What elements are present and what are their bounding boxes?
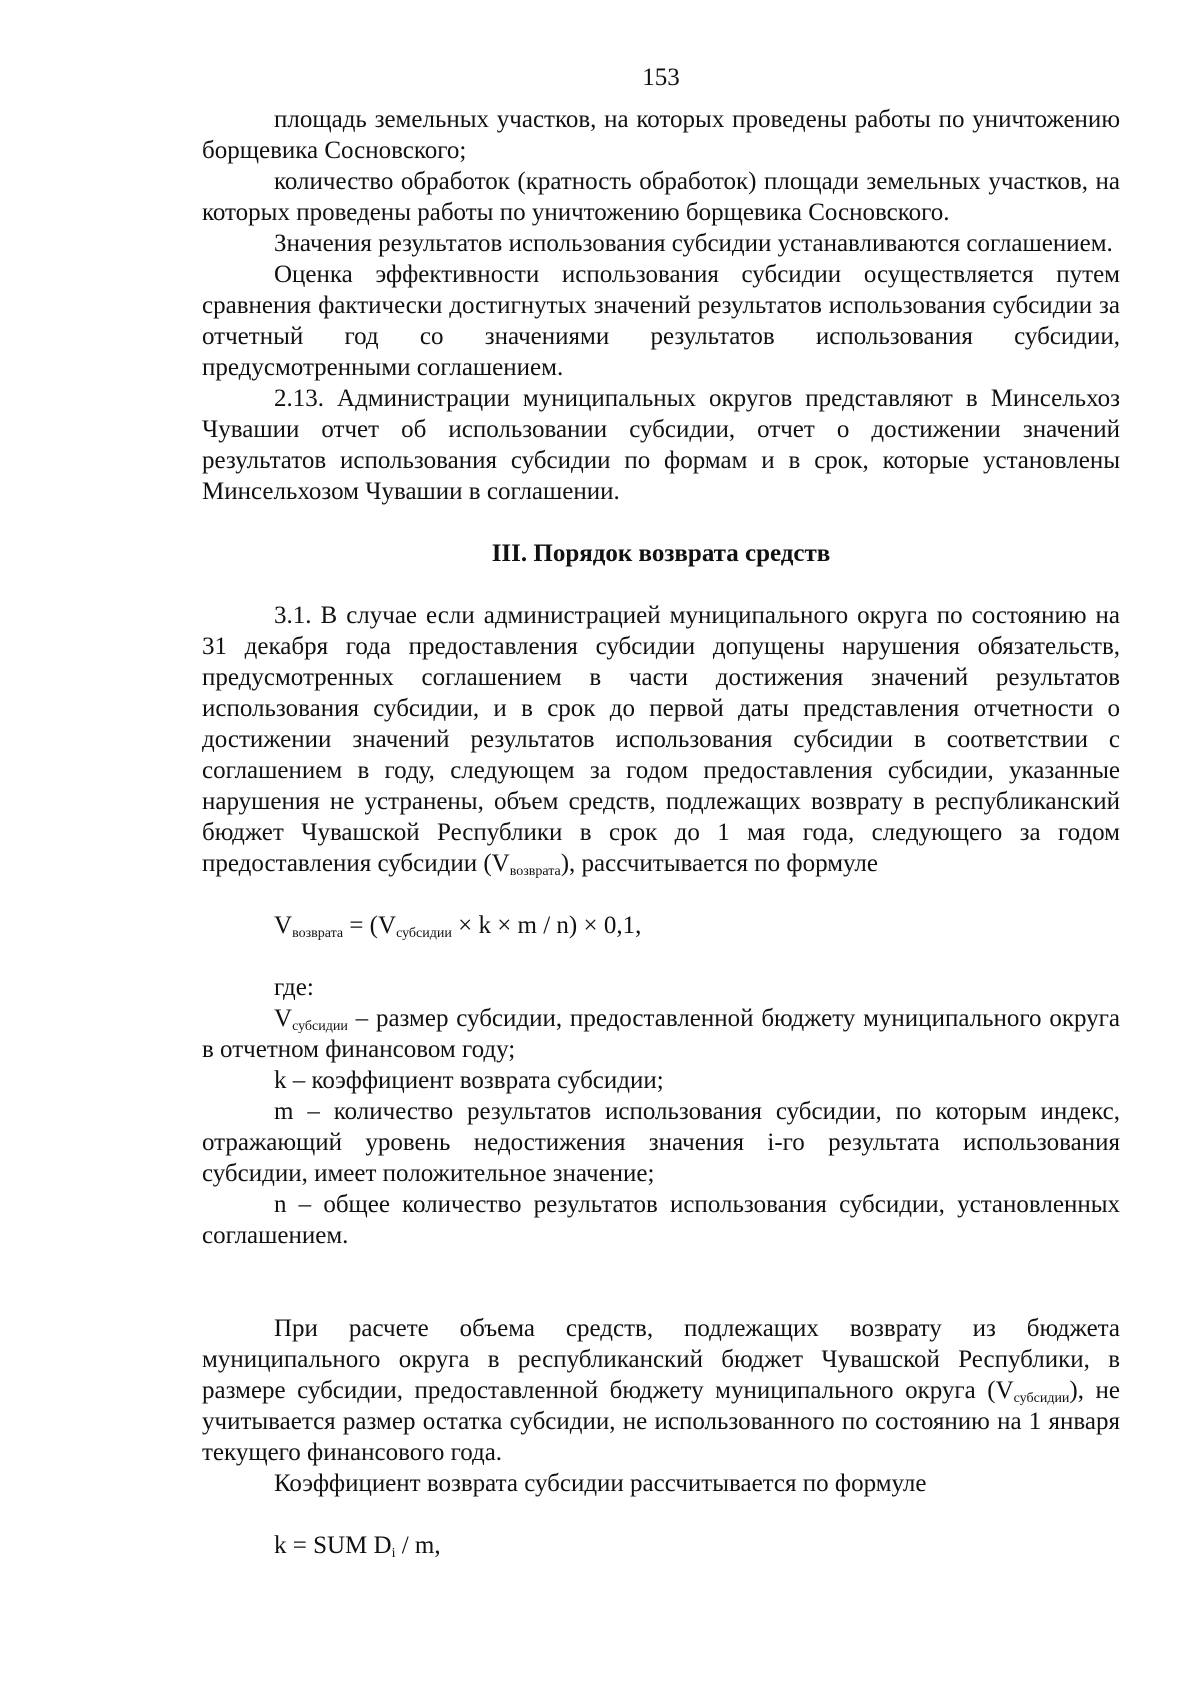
formula2-start: k = SUM D bbox=[274, 1532, 392, 1559]
page-number: 153 bbox=[642, 64, 680, 91]
formula-v-subscript: возврата bbox=[292, 926, 344, 941]
definition-m: m – количество результатов использования субсидии, по которым индекс, отражающий уровень недостижения значения i-го результата использования субсидии, имеет положительное значение; bbox=[202, 1098, 1120, 1187]
definition-n: n – общее количество результатов использования субсидии, установленных соглашением. bbox=[202, 1191, 1120, 1249]
paragraph-efficiency-assessment: Оценка эффективности использования субсидии осуществляется путем сравнения фактически достигнутых значений результатов использования субсидии за отчетный год со значениями результатов использования субсидии, предусмотренными соглашением. bbox=[202, 261, 1120, 381]
spacer bbox=[202, 1282, 1120, 1313]
paragraph-result-values: Значения результатов использования субсидии устанавливаются соглашением. bbox=[274, 230, 1113, 257]
formula-v: V bbox=[274, 912, 293, 939]
formula-coefficient bbox=[202, 1530, 1120, 1561]
spacer bbox=[202, 1251, 1120, 1282]
definition-v-text: – размер субсидии, предоставленной бюджету муниципального округа в отчетном финансовом году; bbox=[202, 1005, 1120, 1063]
paragraph-2-13: 2.13. Администрации муниципальных округов представляют в Минсельхоз Чувашии отчет об использовании субсидии, отчет о достижении значений результатов использования субсидии по формам и в срок, которые установлены Минсельхозом Чувашии в соглашении. bbox=[202, 385, 1120, 505]
paragraph-3-1 bbox=[202, 600, 1120, 879]
paragraph-calculation-subscript: субсидии bbox=[1013, 1391, 1070, 1406]
definition-k: k – коэффициент возврата субсидии; bbox=[274, 1067, 664, 1094]
definition-v-symbol: V bbox=[274, 1005, 293, 1032]
formula-return-volume bbox=[202, 910, 1120, 941]
paragraph-calculation-tail: ), не учитывается размер остатка субсидии, не использованного по состоянию на 1 января текущего финансового года. bbox=[202, 1377, 1120, 1466]
paragraph-treatment-count-item: количество обработок (кратность обработок) площади земельных участков, на которых проведены работы по уничтожению борщевика Сосновского. bbox=[202, 168, 1120, 226]
formula-middle: = (V bbox=[343, 912, 397, 939]
formula-rest: × k × m / n) × 0,1, bbox=[451, 912, 642, 939]
paragraph-3-1-text: 3.1. В случае если администрацией муниципального округа по состоянию на 31 декабря года предоставления субсидии допущены нарушения обязательств, предусмотренных соглашением в части достижения значений результатов использования субсидии, и в срок до первой даты представления отчетности о достижении значений результатов использования субсидии в соответствии с соглашением в году, следующем за годом предоставления субсидии, указанные нарушения не устранены, объем средств, подлежащих возврату в республиканский бюджет Чувашской Республики в срок до 1 мая года, следующего за годом предоставления субсидии (V bbox=[202, 602, 1120, 877]
paragraph-coefficient-intro: Коэффициент возврата субсидии рассчитывается по формуле bbox=[274, 1470, 927, 1497]
formula-subsidy-subscript: субсидии bbox=[396, 926, 452, 941]
paragraph-3-1-tail: ), рассчитывается по формуле bbox=[560, 850, 878, 877]
paragraph-calculation-note bbox=[202, 1313, 1120, 1468]
paragraph-calculation-text: При расчете объема средств, подлежащих возврату из бюджета муниципального округа в республиканский бюджет Чувашской Республики, в размере субсидии, предоставленной бюджету муниципального округа (V bbox=[202, 1315, 1120, 1404]
subscript-return: возврата bbox=[509, 864, 561, 879]
formula2-end: / m, bbox=[395, 1532, 441, 1559]
where-label: где: bbox=[274, 974, 314, 1001]
definition-v-subsidy bbox=[202, 1003, 1120, 1065]
formula2-subscript: i bbox=[391, 1546, 396, 1561]
document-page bbox=[202, 62, 1120, 1592]
definition-v-subscript: субсидии bbox=[292, 1019, 348, 1034]
section-heading: III. Порядок возврата средств bbox=[491, 540, 831, 567]
paragraph-area-item: площадь земельных участков, на которых проведены работы по уничтожению борщевика Сосновского; bbox=[202, 106, 1120, 164]
